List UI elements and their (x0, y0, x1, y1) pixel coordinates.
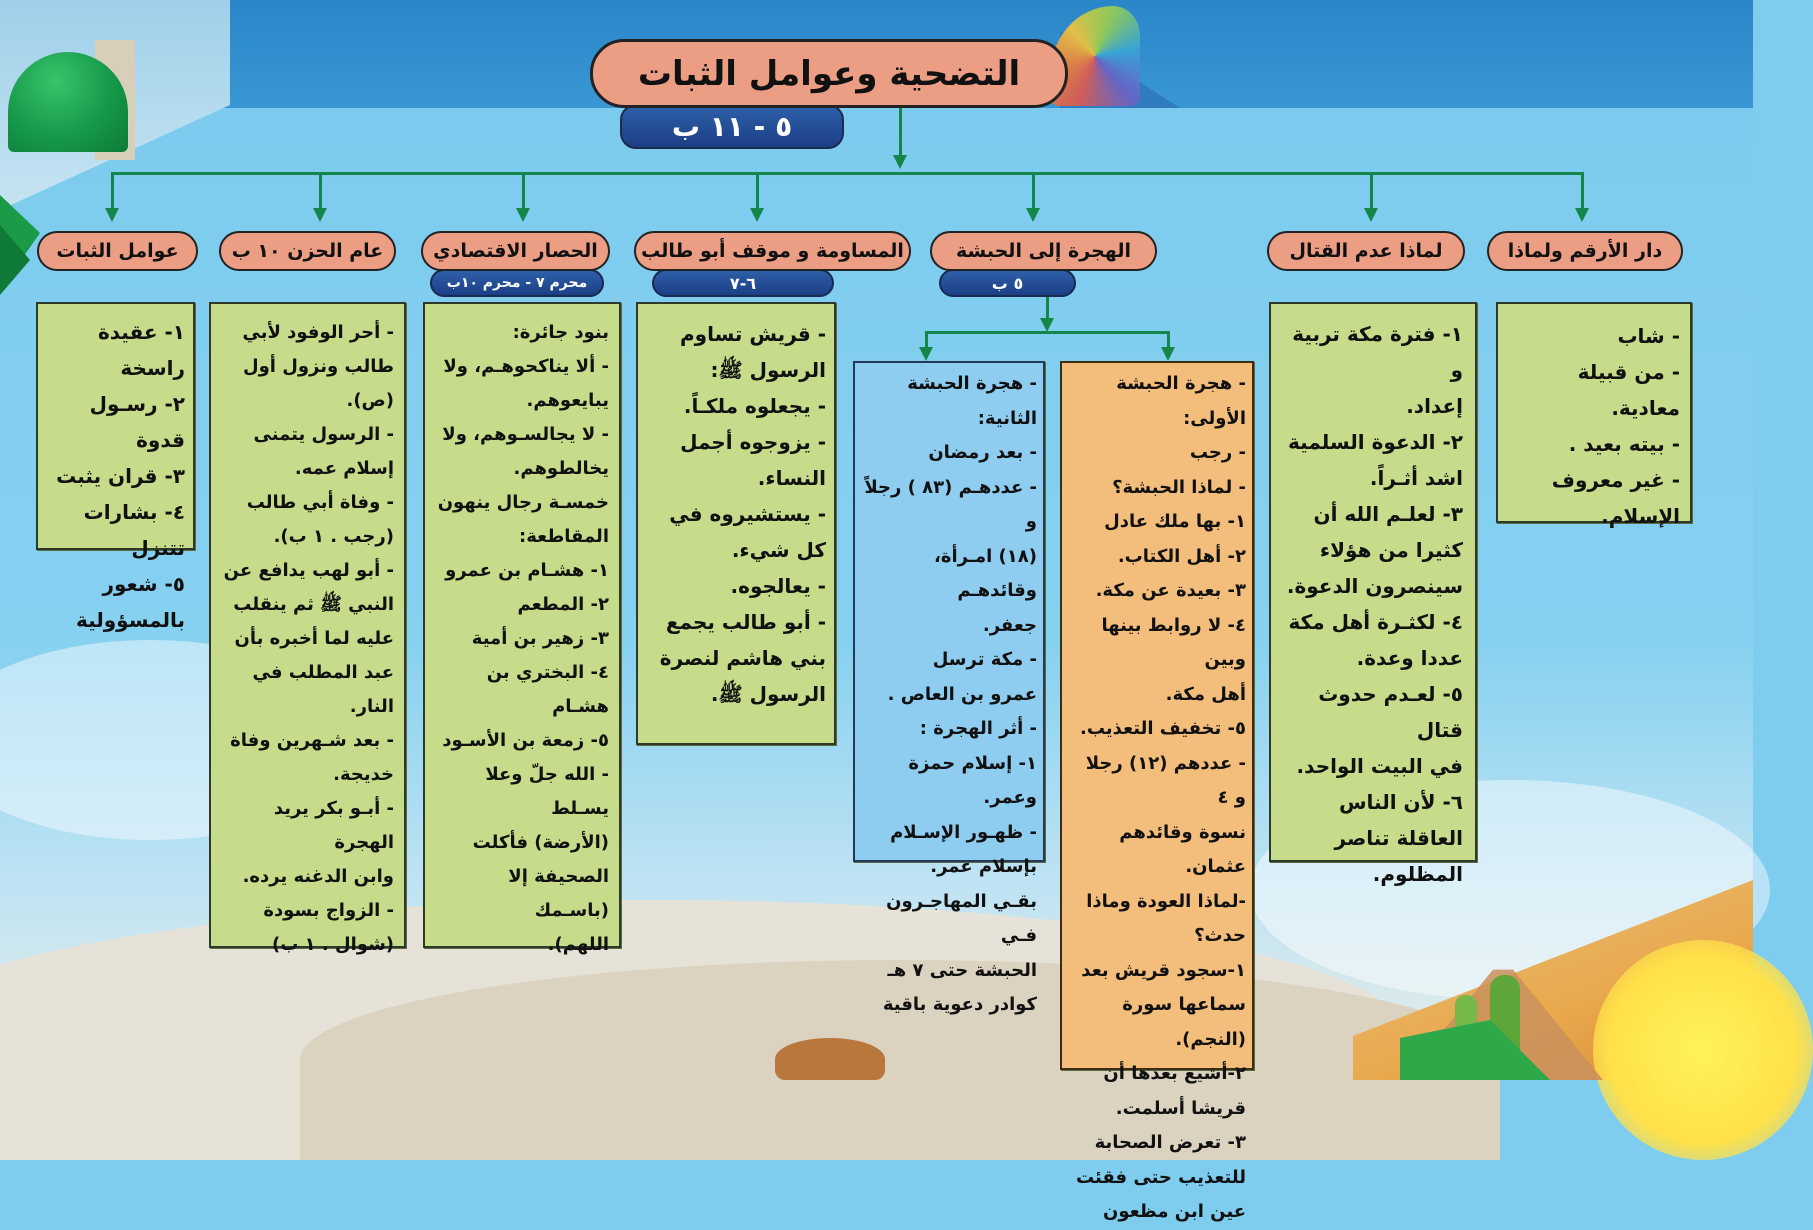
list-item: كوادر دعوية باقية (882, 994, 1037, 1015)
list-item: النار. (349, 696, 394, 717)
list-item: - أحر الوفود لأبي (242, 322, 394, 343)
drop-connector (1370, 172, 1373, 212)
list-item: أهل مكة. (1165, 683, 1246, 705)
list-item: المقاطعة: (519, 526, 609, 547)
list-item: - عددهم (١٢) رجلا و ٤ (1085, 752, 1246, 808)
list-item: ٥- لعـدم حدوث قتال (1318, 682, 1463, 742)
list-item: - وفاة أبي طالب (246, 492, 394, 513)
list-item: - يعالجوه. (730, 574, 826, 598)
list-item: - قريش تساوم (679, 322, 826, 346)
branch-header-steadfastness-factors: عوامل الثبات (37, 231, 198, 271)
period-badge-habasha: ٥ ب (939, 269, 1076, 297)
list-item: خديجة. (333, 764, 394, 785)
list-item: النبي ﷺ ثم ينقلب (233, 594, 394, 615)
list-item: الصحيفة إلا (باسـمك (508, 866, 609, 921)
list-item: - يزوجوه أجمل (680, 430, 826, 454)
content-box-dar-al-arqam (1496, 302, 1692, 528)
branch-header-boycott: الحصار الاقتصادي (421, 231, 610, 271)
branch-header-why-no-fighting: لماذا عدم القتال (1267, 231, 1465, 271)
list-item: الإسلام. (1601, 504, 1680, 528)
list-item: إعداد. (1406, 394, 1463, 418)
list-item: يبايعوهم. (526, 390, 609, 411)
list-item: جعفر. (982, 614, 1037, 636)
title-period-badge: ٥ - ١١ ب (620, 104, 844, 149)
list-item: ٣- لعلـم الله أن (1313, 502, 1463, 526)
arrow-icon (1040, 318, 1054, 332)
list-item: - رجب (1189, 442, 1246, 463)
list-item: - أبـو بكر يريد الهجرة (273, 798, 394, 853)
arrow-icon (750, 208, 764, 222)
drop-connector (756, 172, 759, 212)
list-item: - بعد شـهرين وفاة (230, 730, 394, 751)
list-item: ٥- شعور (102, 572, 185, 596)
branch-header-dar-al-arqam: دار الأرقم ولماذا (1487, 231, 1683, 271)
list-item: ٢-أشيع بعدها أن (1103, 1063, 1246, 1084)
content-box-steadfastness-factors (36, 302, 195, 632)
list-item: الرسول ﷺ. (710, 682, 826, 706)
list-item: كل شيء. (731, 538, 826, 562)
list-item: ٥- تخفيف التعذيب. (1080, 718, 1246, 739)
list-item: ٣- بعيدة عن مكة. (1095, 580, 1246, 601)
list-item: عددا وعدة. (1356, 646, 1463, 670)
list-item: خمسـة رجال ينهون (437, 492, 609, 513)
list-item: ٢- أهل الكتاب. (1117, 545, 1246, 567)
list-item: للتعذيب حتى فقئت (1075, 1166, 1246, 1188)
list-item: - الزواج بسودة (263, 900, 394, 921)
list-item: وابن الدغنه يرده. (242, 866, 394, 887)
list-item: عبد المطلب في (252, 662, 394, 683)
title-text: التضحية وعوامل الثبات (637, 53, 1021, 94)
list-item: - الرسول يتمنى (253, 424, 394, 445)
list-item: ٢- رسـول قدوة (89, 392, 185, 452)
list-item: ٥- زمعة بن الأسـود (442, 730, 609, 751)
list-item: النساء. (757, 466, 826, 490)
branch-header-bargaining: المساومة و موقف أبو طالب (634, 231, 911, 271)
list-item: طالب ونزول أول (243, 356, 394, 377)
list-item: بإسلام عمر. (930, 856, 1037, 877)
arrow-icon (1364, 208, 1378, 222)
list-item: - ظهـور الإسـلام (890, 821, 1037, 843)
list-item: ٢- المطعم (517, 594, 609, 615)
list-item: ٣- تعرض الصحابة (1094, 1132, 1246, 1153)
list-item: ١- بها ملك عادل (1104, 511, 1246, 532)
list-item: - عددهـم (٨٣ ) رجلاً و (864, 476, 1037, 532)
list-item: (رجب . ١ ب). (273, 526, 394, 547)
diagram-title (590, 39, 1068, 108)
list-item: في البيت الواحد. (1296, 754, 1463, 778)
list-item: ٦- لأن الناس (1338, 790, 1463, 814)
list-item: سماعها سورة (النجم). (1122, 994, 1246, 1050)
arrow-icon (105, 208, 119, 222)
list-item: عين ابن مظعون (1103, 1201, 1246, 1222)
sun-decoration (1593, 940, 1813, 1160)
content-box-boycott (423, 302, 621, 955)
list-item: (شوال . ١ ب) (272, 934, 394, 955)
list-item: ٤- لكثـرة أهل مكة (1288, 610, 1463, 634)
list-item: - غير معروف (1551, 468, 1680, 492)
list-item: ١- هشـام بن عمرو (445, 560, 609, 581)
drop-connector (111, 172, 114, 212)
horizontal-connector (111, 172, 1584, 175)
list-item: - أثر الهجرة : (919, 718, 1037, 739)
arrow-icon (1026, 208, 1040, 222)
list-item: - شاب (1617, 324, 1680, 348)
list-item: ١- إسلام حمزة وعمر. (908, 752, 1037, 808)
drop-connector (1581, 172, 1584, 212)
arrow-icon (516, 208, 530, 222)
period-badge-boycott: محرم ٧ - محرم ١٠ب (430, 269, 604, 297)
list-item: - هجرة الحبشة الثانية: (907, 373, 1037, 429)
list-item: العاقلة تناصر (1334, 826, 1463, 850)
list-item: ٢- الدعوة السلمية (1288, 430, 1463, 454)
arrow-icon (893, 155, 907, 169)
list-item: - بيته بعيد . (1568, 432, 1680, 456)
list-item: (ص). (346, 390, 394, 411)
list-item: حدث؟ (1194, 925, 1246, 946)
list-item: - يستشيروه في (669, 502, 826, 526)
list-item: ١-سجود قريش بعد (1081, 959, 1246, 981)
list-item: بقـي المهاجـرون فـي (886, 890, 1037, 946)
drop-connector (1032, 172, 1035, 212)
arrow-icon (919, 347, 933, 361)
list-item: - بعد رمضان (928, 442, 1037, 463)
drop-connector (522, 172, 525, 212)
list-item: - يجعلوه ملكـاً. (683, 394, 826, 418)
list-item: إسلام عمه. (294, 458, 394, 479)
list-item: كثيرا من هؤلاء (1319, 538, 1463, 562)
list-item: (الأرضة) فأكلت (472, 832, 609, 853)
content-box-first-habasha (1060, 361, 1254, 1222)
habasha-horizontal-connector (925, 331, 1170, 334)
content-box-second-habasha (853, 361, 1045, 1015)
arrow-icon (1575, 208, 1589, 222)
content-box-year-of-sorrow (209, 302, 406, 955)
period-badge-bargaining: ٦-٧ (652, 269, 834, 297)
list-item: - من قبيلة معادية. (1577, 360, 1680, 420)
list-item: بنود جائرة: (512, 322, 609, 343)
list-item: - لا يجالسـوهم، ولا (442, 424, 609, 445)
list-item: ١- عقيدة راسخة (97, 320, 185, 380)
list-item: - الله جلّ وعلا يسـلط (485, 764, 609, 819)
list-item: ٤- البختري بن هشـام (486, 662, 609, 717)
list-item: نسوة وقائدهم عثمان. (1119, 821, 1246, 877)
list-item: يخالطوهم. (513, 458, 609, 479)
list-item: المظلوم. (1372, 862, 1463, 886)
branch-header-year-of-sorrow: عام الحزن ١٠ ب (219, 231, 396, 271)
list-item: سينصرون الدعوة. (1286, 574, 1463, 598)
list-item: عليه لما أخبره بأن (234, 628, 394, 649)
list-item: - ألا يناكحوهـم، ولا (443, 356, 609, 377)
list-item: - لماذا الحبشة؟ (1112, 476, 1246, 498)
drop-connector (319, 172, 322, 212)
list-item: بني هاشم لنصرة (659, 646, 826, 670)
content-box-bargaining (636, 302, 836, 745)
camel-decoration (775, 1038, 885, 1080)
list-item: (١٨) امـرأة، وقائدهـم (933, 545, 1037, 601)
list-item: - أبو لهب يدافع عن (223, 560, 394, 581)
list-item: - أبو طالب يجمع (665, 610, 826, 634)
list-item: بالمسؤولية (75, 608, 185, 632)
list-item: ٣- زهير بن أمية (471, 628, 609, 649)
list-item: اشد أثـراً. (1369, 466, 1463, 490)
arrow-icon (313, 208, 327, 222)
list-item: قريشا أسلمت. (1115, 1097, 1246, 1119)
list-item: الرسول ﷺ: (710, 358, 826, 382)
list-item: الحبشة حتى ٧ هـ (887, 959, 1037, 981)
list-item: ٤- لا روابط بينها وبين (1101, 614, 1246, 670)
list-item: ٣- قران يثبت (56, 464, 185, 488)
list-item: - هجرة الحبشة الأولى: (1116, 373, 1246, 429)
arrow-icon (1161, 347, 1175, 361)
list-item: ١- فترة مكة تربية و (1292, 322, 1463, 382)
list-item: عمرو بن العاص . (887, 683, 1037, 705)
list-item: ٤- بشارات تتنزل (83, 500, 185, 560)
list-item: اللهم). (547, 934, 609, 955)
list-item: - مكة ترسل (932, 649, 1037, 670)
content-box-why-no-fighting (1269, 302, 1477, 886)
branch-header-hijra-habasha: الهجرة إلى الحبشة (930, 231, 1157, 271)
trunk-connector (899, 108, 902, 160)
list-item: -لماذا العودة وماذا (1086, 890, 1246, 912)
